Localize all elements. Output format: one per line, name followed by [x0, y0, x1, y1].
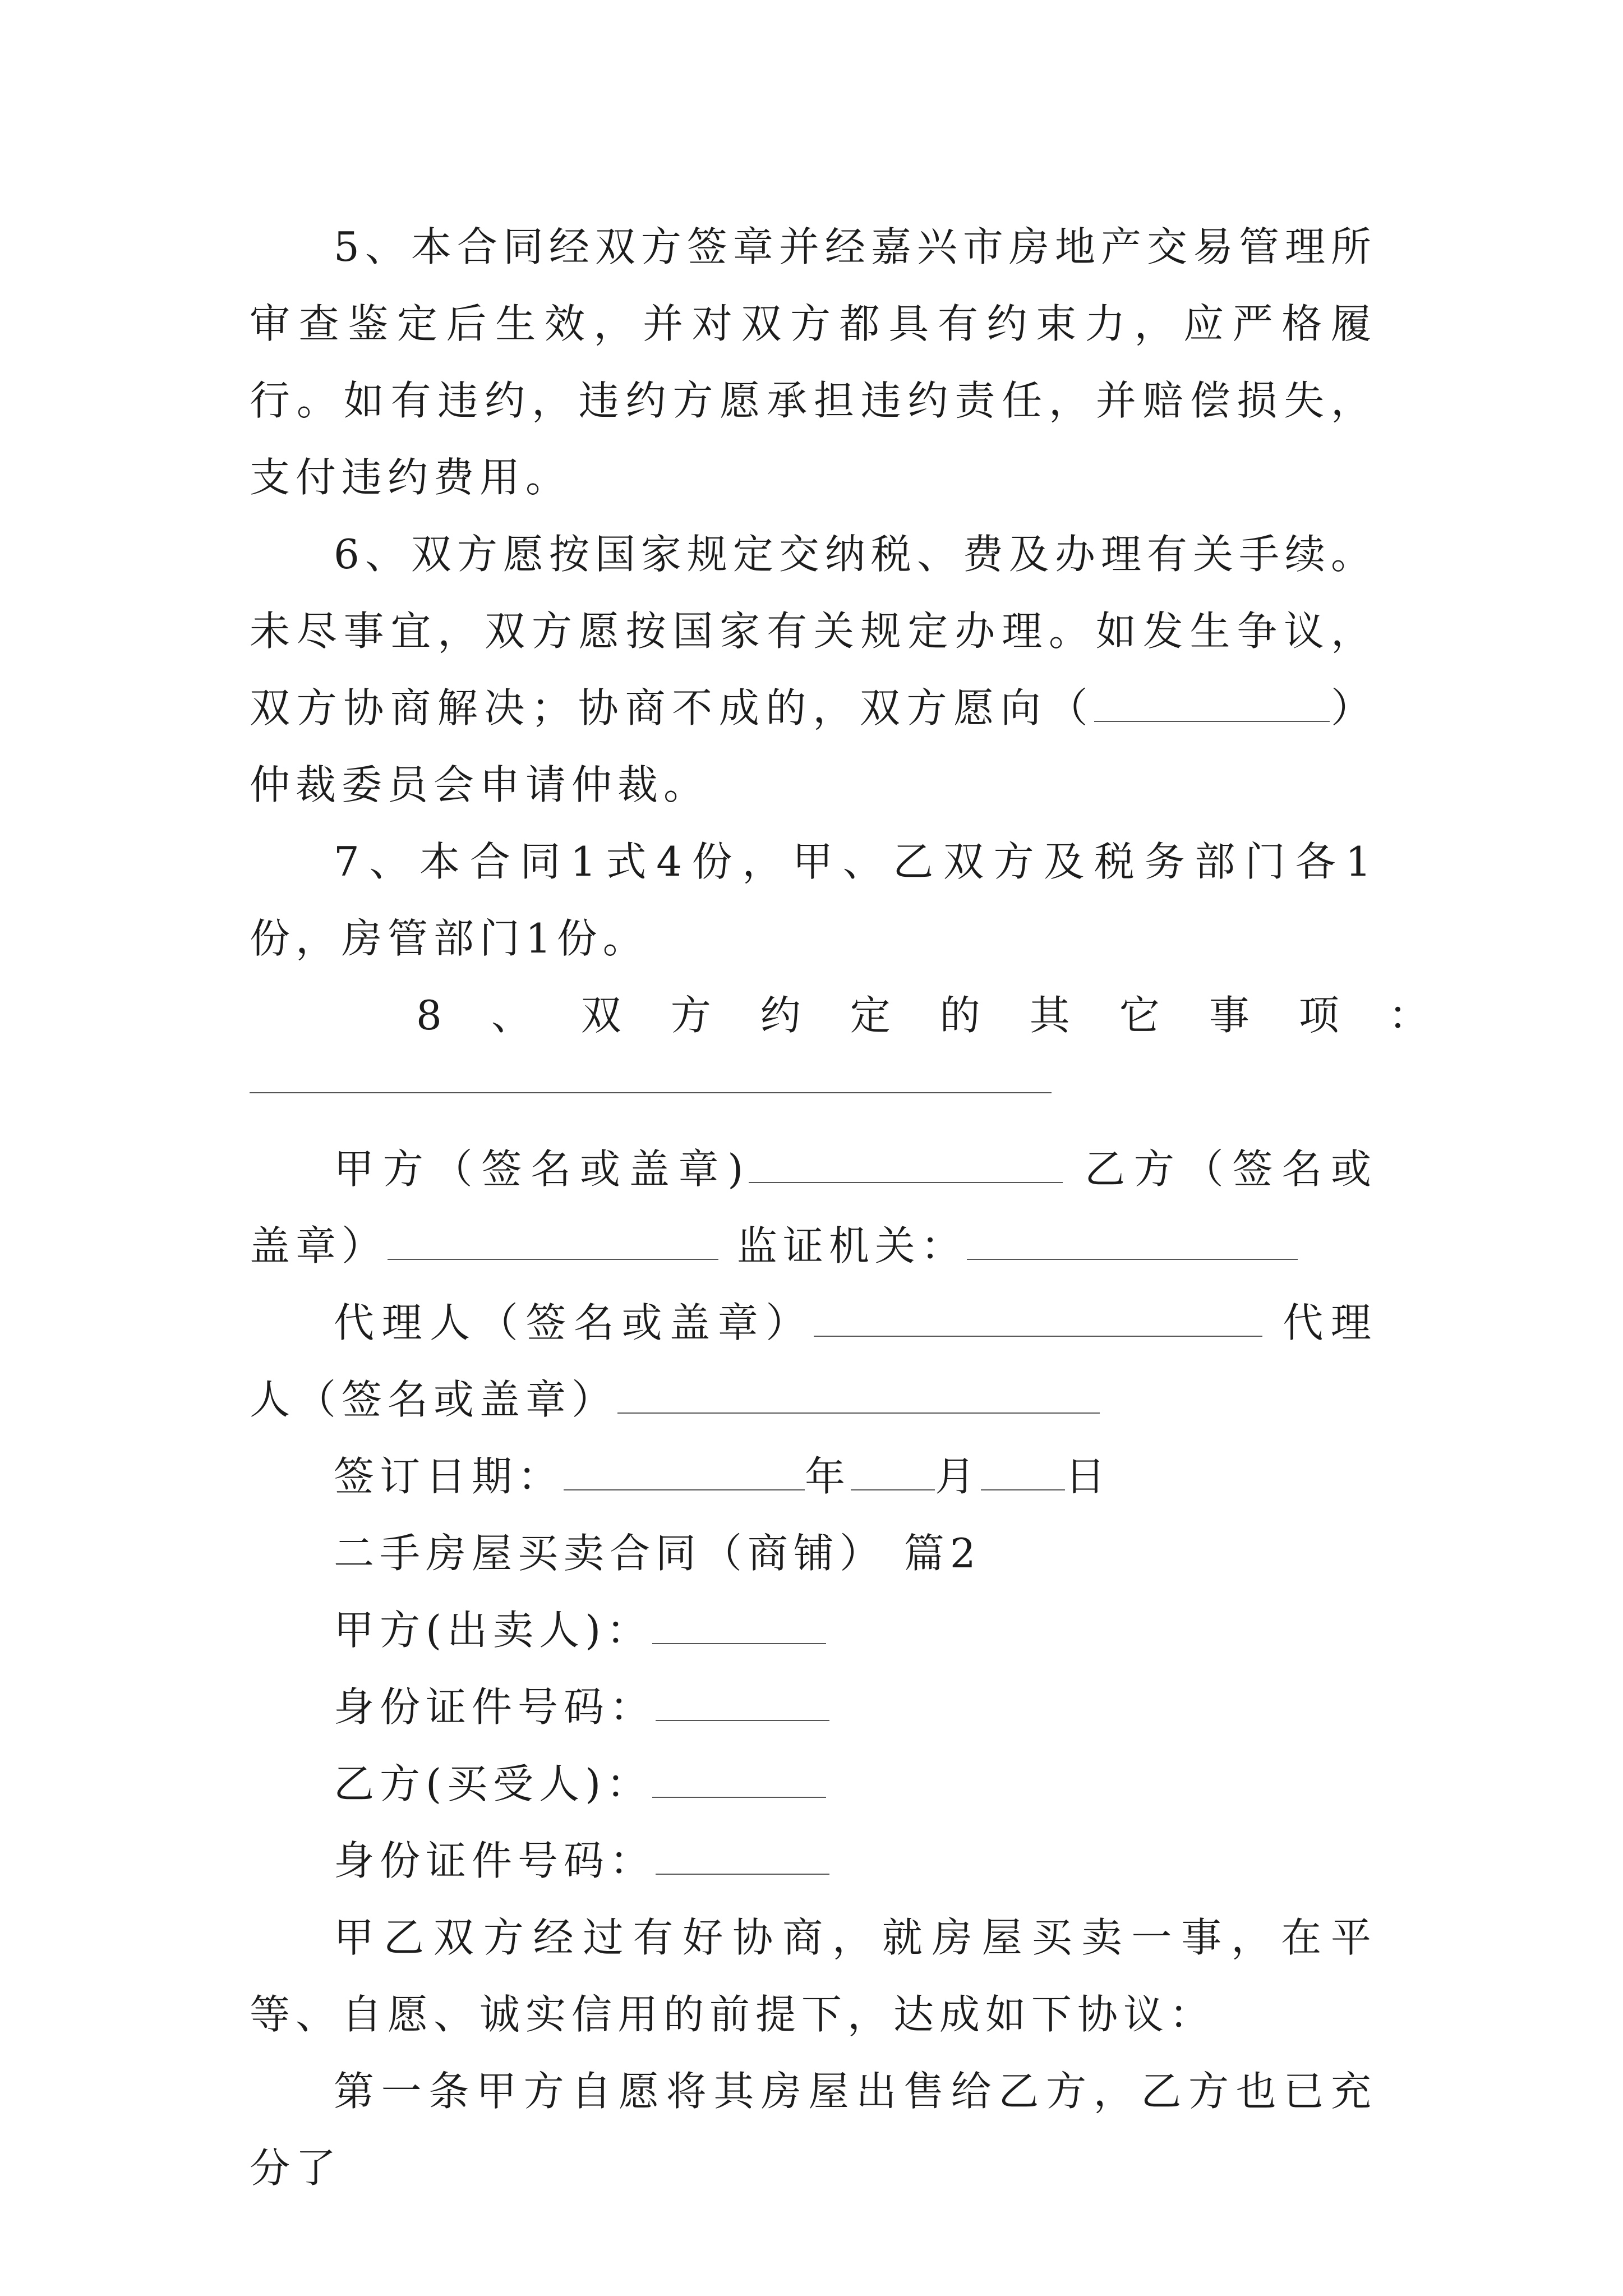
- signature-agents: [250, 1285, 1377, 1438]
- buyer-label: 乙方(买受人)：: [334, 1760, 653, 1807]
- agent-a-signature-label: 代理人（签名或盖章）: [334, 1299, 814, 1346]
- clause-7: 7、本合同1式4份，甲、乙双方及税务部门各1份，房管部门1份。: [250, 838, 1377, 962]
- clause-6: [250, 516, 1377, 823]
- section-title: 二手房屋买卖合同（商铺） 篇2: [334, 1530, 981, 1577]
- clause-5: 5、本合同经双方签章并经嘉兴市房地产交易管理所审查鉴定后生效，并对双方都具有约束力，应严格履行。如有违约，违约方愿承担违约责任，并赔偿损失，支付违约费用。: [250, 223, 1377, 501]
- article-1: 第一条甲方自愿将其房屋出售给乙方，乙方也已充分了: [250, 2068, 1377, 2192]
- party-a-signature-label: 甲方（签名或盖章): [334, 1145, 749, 1193]
- buyer-field: [250, 1746, 1377, 1823]
- sign-date-day-blank[interactable]: [981, 1457, 1065, 1490]
- seller-id-label: 身份证件号码：: [334, 1683, 656, 1731]
- seller-id-field: [250, 1669, 1377, 1746]
- sign-date-year-label: 年: [805, 1453, 851, 1500]
- buyer-id-field: [250, 1823, 1377, 1899]
- signature-parties: [250, 1131, 1377, 1285]
- clause-6-text-end: ）仲裁委员会申请仲裁。: [250, 684, 1377, 808]
- buyer-id-label: 身份证件号码：: [334, 1837, 656, 1884]
- clause-8-blank-line[interactable]: [250, 1054, 1377, 1131]
- sign-date-month-blank[interactable]: [851, 1457, 935, 1490]
- seller-label: 甲方(出卖人)：: [334, 1607, 653, 1654]
- clause-8: 8、双方约定的其它事项：: [416, 992, 1478, 1039]
- sign-date-day-label: 日: [1065, 1453, 1112, 1500]
- intro-paragraph: 甲乙双方经过有好协商，就房屋买卖一事，在平等、自愿、诚实信用的前提下，达成如下协议：: [250, 1914, 1377, 2038]
- clause-6-text-start: 6、双方愿按国家规定交纳税、费及办理有关手续。未尽事宜，双方愿按国家有关规定办理。如发生争议，双方协商解决；协商不成的，双方愿向（: [250, 531, 1377, 731]
- supervisor-blank[interactable]: [967, 1226, 1298, 1260]
- party-a-signature-blank[interactable]: [749, 1149, 1063, 1183]
- seller-id-blank[interactable]: [656, 1687, 829, 1721]
- sign-date-year-blank[interactable]: [564, 1457, 805, 1490]
- seller-field: [250, 1592, 1377, 1669]
- agent-a-signature-blank[interactable]: [814, 1303, 1262, 1337]
- buyer-blank[interactable]: [652, 1764, 826, 1798]
- arbitration-blank[interactable]: [1094, 688, 1330, 722]
- sign-date-line: [250, 1438, 1377, 1515]
- party-b-signature-label: 乙方（签名或盖章）: [250, 1145, 1377, 1269]
- document-body: [250, 209, 1478, 2207]
- sign-date-month-label: 月: [935, 1453, 981, 1500]
- agent-b-signature-label: 代理人（签名或盖章）: [250, 1299, 1377, 1423]
- sign-date-label: 签订日期：: [334, 1453, 564, 1500]
- party-b-signature-blank[interactable]: [388, 1226, 718, 1260]
- seller-blank[interactable]: [652, 1611, 826, 1644]
- supervisor-label: 监证机关：: [736, 1222, 967, 1269]
- buyer-id-blank[interactable]: [656, 1841, 829, 1875]
- agent-b-signature-blank[interactable]: [617, 1380, 1100, 1414]
